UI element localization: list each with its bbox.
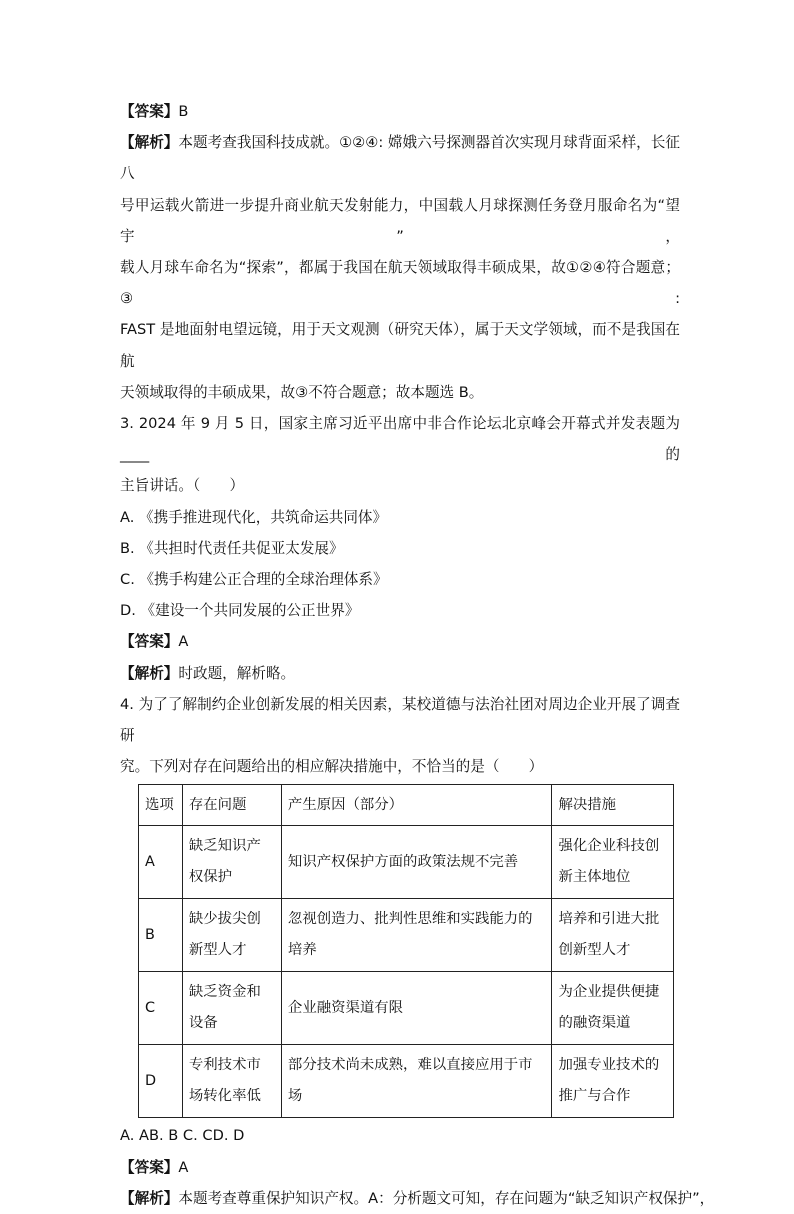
analysis-tag: 【解析】 — [120, 1189, 179, 1207]
answer-line-q2 — [120, 96, 680, 127]
analysis-tag: 【解析】 — [120, 134, 179, 152]
table-cell-cause: 知识产权保护方面的政策法规不完善 — [281, 826, 552, 899]
analysis-line: 天领域取得的丰硕成果，故③不符合题意；故本题选 B。 — [120, 383, 484, 401]
table-cell-option: B — [139, 899, 183, 972]
survey-table — [138, 784, 674, 1118]
question-stem-line: 主旨讲话。（ ） — [120, 477, 245, 495]
table-cell-cause: 部分技术尚未成熟，难以直接应用于市场 — [281, 1045, 552, 1118]
table-cell-solution: 培养和引进大批创新型人才 — [552, 899, 674, 972]
table-cell-solution: 为企业提供便捷的融资渠道 — [552, 972, 674, 1045]
analysis-line: FAST 是地面射电望远镜，用于天文观测（研究天体），属于天文学领域，而不是我国在航 — [120, 321, 680, 370]
option-d: D. 《建设一个共同发展的公正世界》 — [120, 602, 360, 620]
answer-tag: 【答案】 — [120, 103, 179, 120]
table-cell-solution: 加强专业技术的推广与合作 — [552, 1045, 674, 1118]
analysis-line-q4 — [120, 1183, 715, 1214]
question-3 — [120, 408, 680, 689]
table-cell-problem: 专利技术市场转化率低 — [182, 1045, 281, 1118]
option-c: C. 《携手构建公正合理的全球治理体系》 — [120, 571, 388, 589]
table-cell-solution: 强化企业科技创新主体地位 — [552, 826, 674, 899]
option-a: A. 《携手推进现代化，共筑命运共同体》 — [120, 508, 388, 526]
table-header-cell: 存在问题 — [182, 785, 281, 826]
document-page — [120, 96, 715, 1214]
analysis-line: 【解析】本题考查我国科技成就。①②④: 嫦娥六号探测器首次实现月球背面采样，长征八 — [120, 134, 680, 183]
answer-value: A — [178, 633, 189, 651]
question-stem-line: 4. 为了了解制约企业创新发展的相关因素，某校道德与法治社团对周边企业开展了调查研 — [120, 695, 680, 745]
analysis-tag: 【解析】 — [120, 664, 179, 682]
table-cell-cause: 忽视创造力、批判性思维和实践能力的培养 — [281, 899, 552, 972]
analysis-line: 载人月球车命名为“探索”，都属于我国在航天领域取得丰硕成果，故①②④符合题意；③: — [120, 259, 680, 308]
table-header-cell: 产生原因（部分） — [281, 785, 552, 826]
answer-line-q4 — [120, 1152, 680, 1183]
table-cell-cause: 企业融资渠道有限 — [281, 972, 552, 1045]
answer-tag: 【答案】 — [120, 1158, 179, 1176]
table-row — [139, 972, 674, 1045]
answer-value: A — [178, 1158, 189, 1176]
option-b: B. 《共担时代责任共促亚太发展》 — [120, 539, 344, 557]
answer-value: B — [178, 103, 189, 120]
table-cell-problem: 缺乏知识产权保护 — [182, 826, 281, 899]
question-stem-line: 3. 2024 年 9 月 5 日，国家主席习近平出席中非合作论坛北京峰会开幕式并发表题为____的 — [120, 415, 680, 464]
table-row — [139, 1045, 674, 1118]
table-cell-problem: 缺少拔尖创新型人才 — [182, 899, 281, 972]
table-cell-option: A — [139, 826, 183, 899]
question-stem-line: 究。下列对存在问题给出的相应解决措施中，不恰当的是（ ） — [120, 758, 544, 776]
answer-line-q3 — [120, 626, 680, 657]
analysis-line-q3 — [120, 658, 680, 689]
table-row — [139, 899, 674, 972]
table-header-row — [139, 785, 674, 826]
analysis-text: 时政题，解析略。 — [178, 664, 296, 682]
options-line: A. AB. B C. CD. D — [120, 1127, 245, 1145]
analysis-block-q2 — [120, 127, 680, 408]
table-cell-problem: 缺乏资金和设备 — [182, 972, 281, 1045]
answer-tag: 【答案】 — [120, 633, 179, 651]
question-4 — [120, 689, 715, 1214]
table-cell-option: C — [139, 972, 183, 1045]
table-row — [139, 826, 674, 899]
table-header-cell: 解决措施 — [552, 785, 674, 826]
analysis-text: 本题考查尊重保护知识产权。A：分析题文可知，存在问题为“缺乏知识产权保护”， — [178, 1189, 715, 1207]
table-header-cell: 选项 — [139, 785, 183, 826]
table-cell-option: D — [139, 1045, 183, 1118]
analysis-line: 号甲运载火箭进一步提升商业航天发射能力，中国载人月球探测任务登月服命名为“望宇”， — [120, 196, 680, 245]
